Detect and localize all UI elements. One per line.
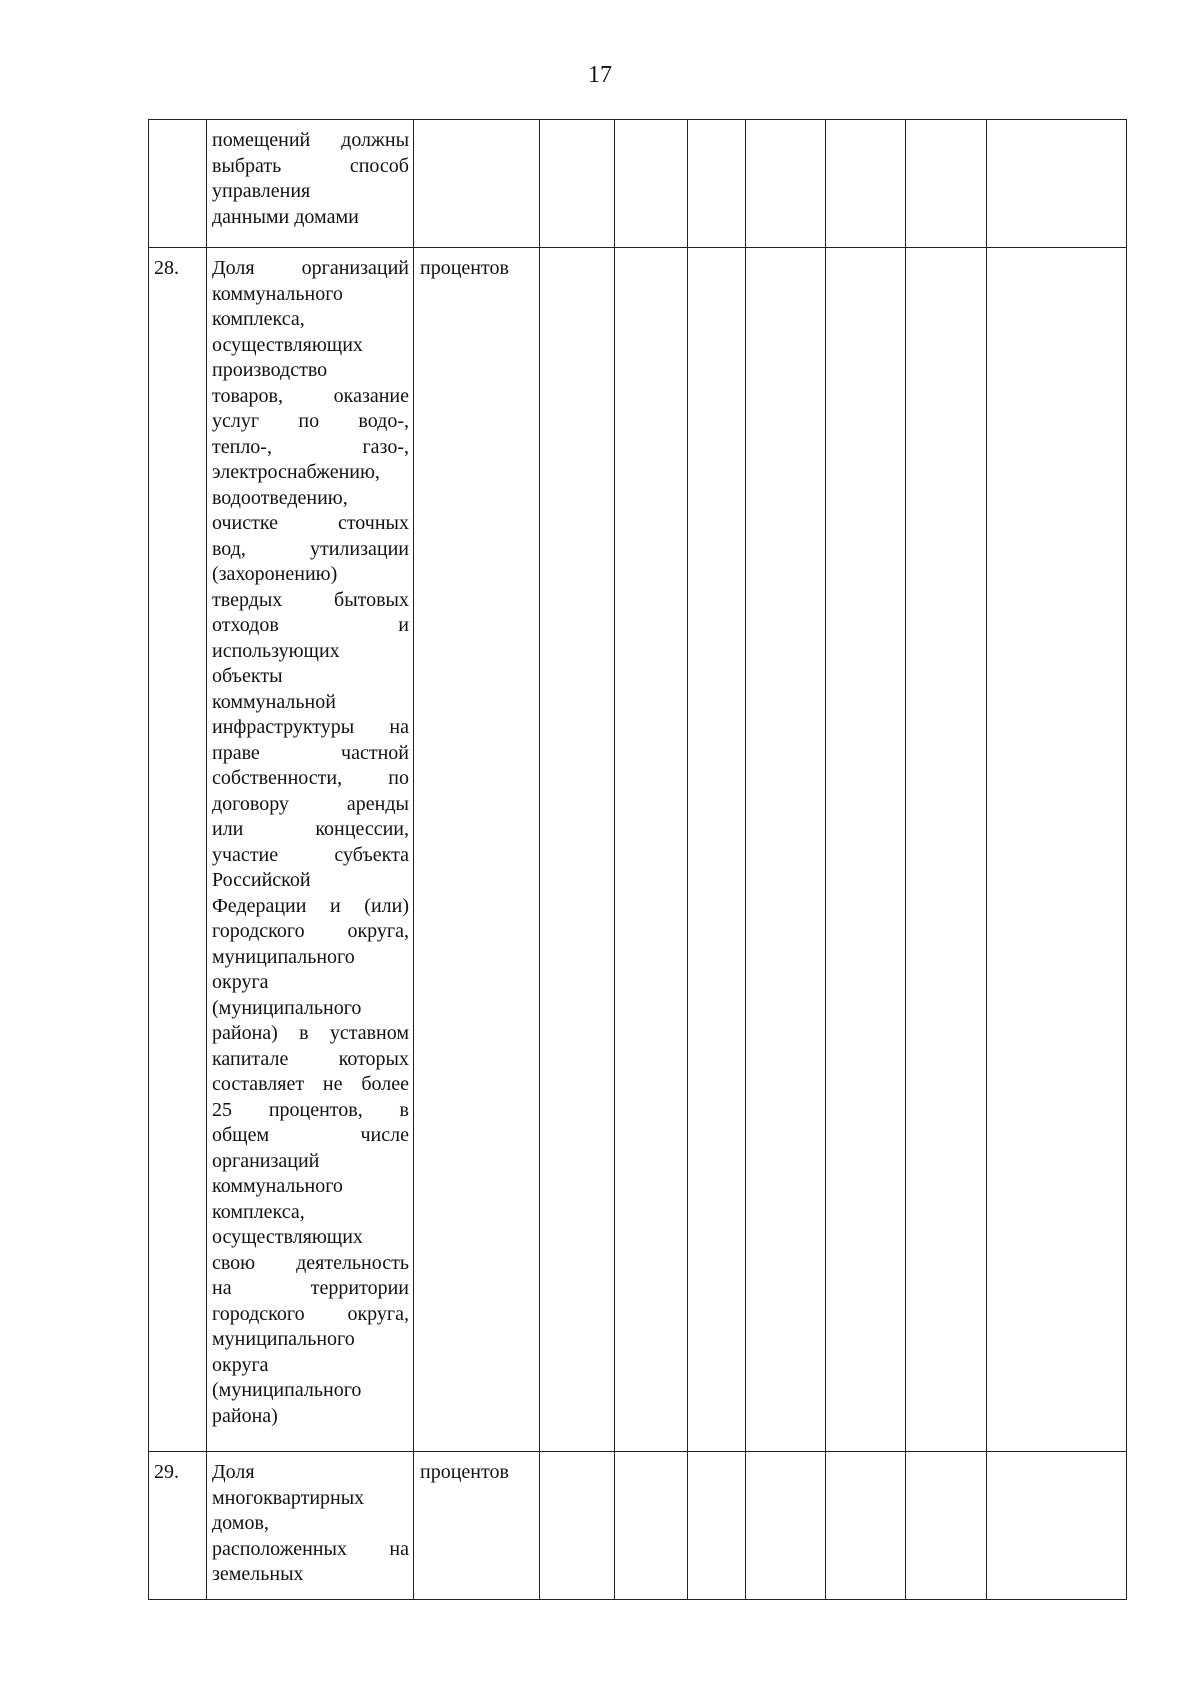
value-cell	[688, 248, 746, 1452]
indicators-table	[148, 119, 1127, 1600]
value-cell	[826, 120, 906, 248]
value-cell	[987, 248, 1127, 1452]
indicator-name-line: производство	[212, 359, 328, 381]
indicator-name-line: помещений должны	[212, 129, 409, 151]
indicator-name-line: товаров, оказание	[212, 384, 409, 407]
indicator-name-line: тепло-, газо-,	[212, 435, 409, 458]
indicator-name-line: отходов и	[212, 614, 409, 636]
value-cell	[906, 120, 987, 248]
value-cell	[615, 1452, 688, 1600]
indicator-name-line: объекты	[212, 665, 283, 687]
page-number: 17	[588, 62, 612, 88]
indicator-name-line: домов,	[212, 1512, 269, 1534]
indicator-name-line: Федерации и (или)	[212, 894, 409, 917]
value-cell	[688, 120, 746, 248]
indicator-name-cell	[207, 1452, 414, 1600]
unit-cell	[414, 120, 540, 248]
table-row	[149, 1452, 1127, 1600]
indicator-name-line: данными домами	[212, 205, 359, 228]
indicator-name-line: инфраструктуры на	[212, 716, 409, 738]
indicator-name-line: городского округа,	[212, 1302, 409, 1325]
row-number-cell	[149, 120, 207, 248]
indicator-name-cell	[207, 248, 414, 1452]
indicator-name-line: округа	[212, 1353, 269, 1376]
indicator-name-line: организаций	[212, 1149, 320, 1172]
table-body	[149, 120, 1127, 1600]
indicator-name-line: использующих	[212, 639, 340, 662]
indicator-name-line: вод, утилизации	[212, 537, 409, 560]
indicator-name-line: коммунального	[212, 1175, 343, 1197]
indicator-name-line: твердых бытовых	[212, 588, 409, 611]
indicator-name-line: свою деятельность	[212, 1251, 409, 1274]
row-number-cell: 29.	[149, 1452, 207, 1600]
indicator-name-line: водоотведению,	[212, 486, 348, 509]
indicator-name-line: управления	[212, 180, 311, 202]
indicator-name-line: осуществляющих	[212, 1226, 363, 1248]
indicator-name-line: комплекса,	[212, 1200, 305, 1223]
indicator-name-line: округа	[212, 971, 269, 993]
value-cell	[615, 120, 688, 248]
value-cell	[826, 1452, 906, 1600]
indicator-name-line: земельных	[212, 1563, 304, 1585]
value-cell	[906, 248, 987, 1452]
unit-cell: процентов	[414, 248, 540, 1452]
value-cell	[746, 120, 826, 248]
indicator-name-line: осуществляющих	[212, 333, 363, 356]
indicator-name-line: района)	[212, 1404, 278, 1427]
value-cell	[906, 1452, 987, 1600]
value-cell	[746, 1452, 826, 1600]
indicator-name-line: района) в уставном	[212, 1022, 409, 1044]
indicator-name-line: выбрать способ	[212, 154, 409, 177]
indicator-name-line: расположенных на	[212, 1537, 409, 1560]
indicator-name-line: муниципального	[212, 1328, 355, 1350]
indicator-name-line: электроснабжению,	[212, 461, 380, 483]
indicator-name-line: на территории	[212, 1277, 409, 1299]
indicator-name-line: Доля	[212, 1461, 255, 1483]
value-cell	[688, 1452, 746, 1600]
indicator-name-line: многоквартирных	[212, 1486, 365, 1509]
indicator-name-line: коммунальной	[212, 690, 336, 713]
indicator-name-line: составляет не более	[212, 1073, 409, 1095]
indicator-name-line: капитале которых	[212, 1047, 409, 1070]
value-cell	[987, 1452, 1127, 1600]
value-cell	[826, 248, 906, 1452]
row-number-cell: 28.	[149, 248, 207, 1452]
indicator-name-line: Российской	[212, 869, 311, 891]
indicator-name-line: общем числе	[212, 1124, 409, 1146]
value-cell	[987, 120, 1127, 248]
value-cell	[540, 1452, 615, 1600]
value-cell	[615, 248, 688, 1452]
indicator-name-line: участие субъекта	[212, 843, 409, 866]
indicator-name-line: праве частной	[212, 741, 409, 764]
unit-cell: процентов	[414, 1452, 540, 1600]
indicator-name-line: очистке сточных	[212, 512, 409, 534]
indicator-name-line: собственности, по	[212, 767, 409, 789]
indicator-name-line: комплекса,	[212, 308, 305, 330]
value-cell	[540, 120, 615, 248]
indicator-name-line: Доля организаций	[212, 257, 409, 279]
indicator-name-line: коммунального	[212, 282, 343, 305]
indicator-name-line: (муниципального	[212, 1379, 362, 1401]
table-row	[149, 248, 1127, 1452]
indicator-name-cell	[207, 120, 414, 248]
indicator-name-line: (муниципального	[212, 996, 362, 1019]
indicator-name-line: договору аренды	[212, 792, 409, 815]
value-cell	[746, 248, 826, 1452]
indicator-name-line: муниципального	[212, 945, 355, 968]
indicator-name-line: услуг по водо-,	[212, 410, 409, 432]
indicator-name-line: (захоронению)	[212, 563, 338, 585]
indicator-name-line: 25 процентов, в	[212, 1098, 409, 1121]
value-cell	[540, 248, 615, 1452]
indicator-name-line: или концессии,	[212, 818, 409, 840]
table-row	[149, 120, 1127, 248]
indicator-name-line: городского округа,	[212, 920, 409, 942]
